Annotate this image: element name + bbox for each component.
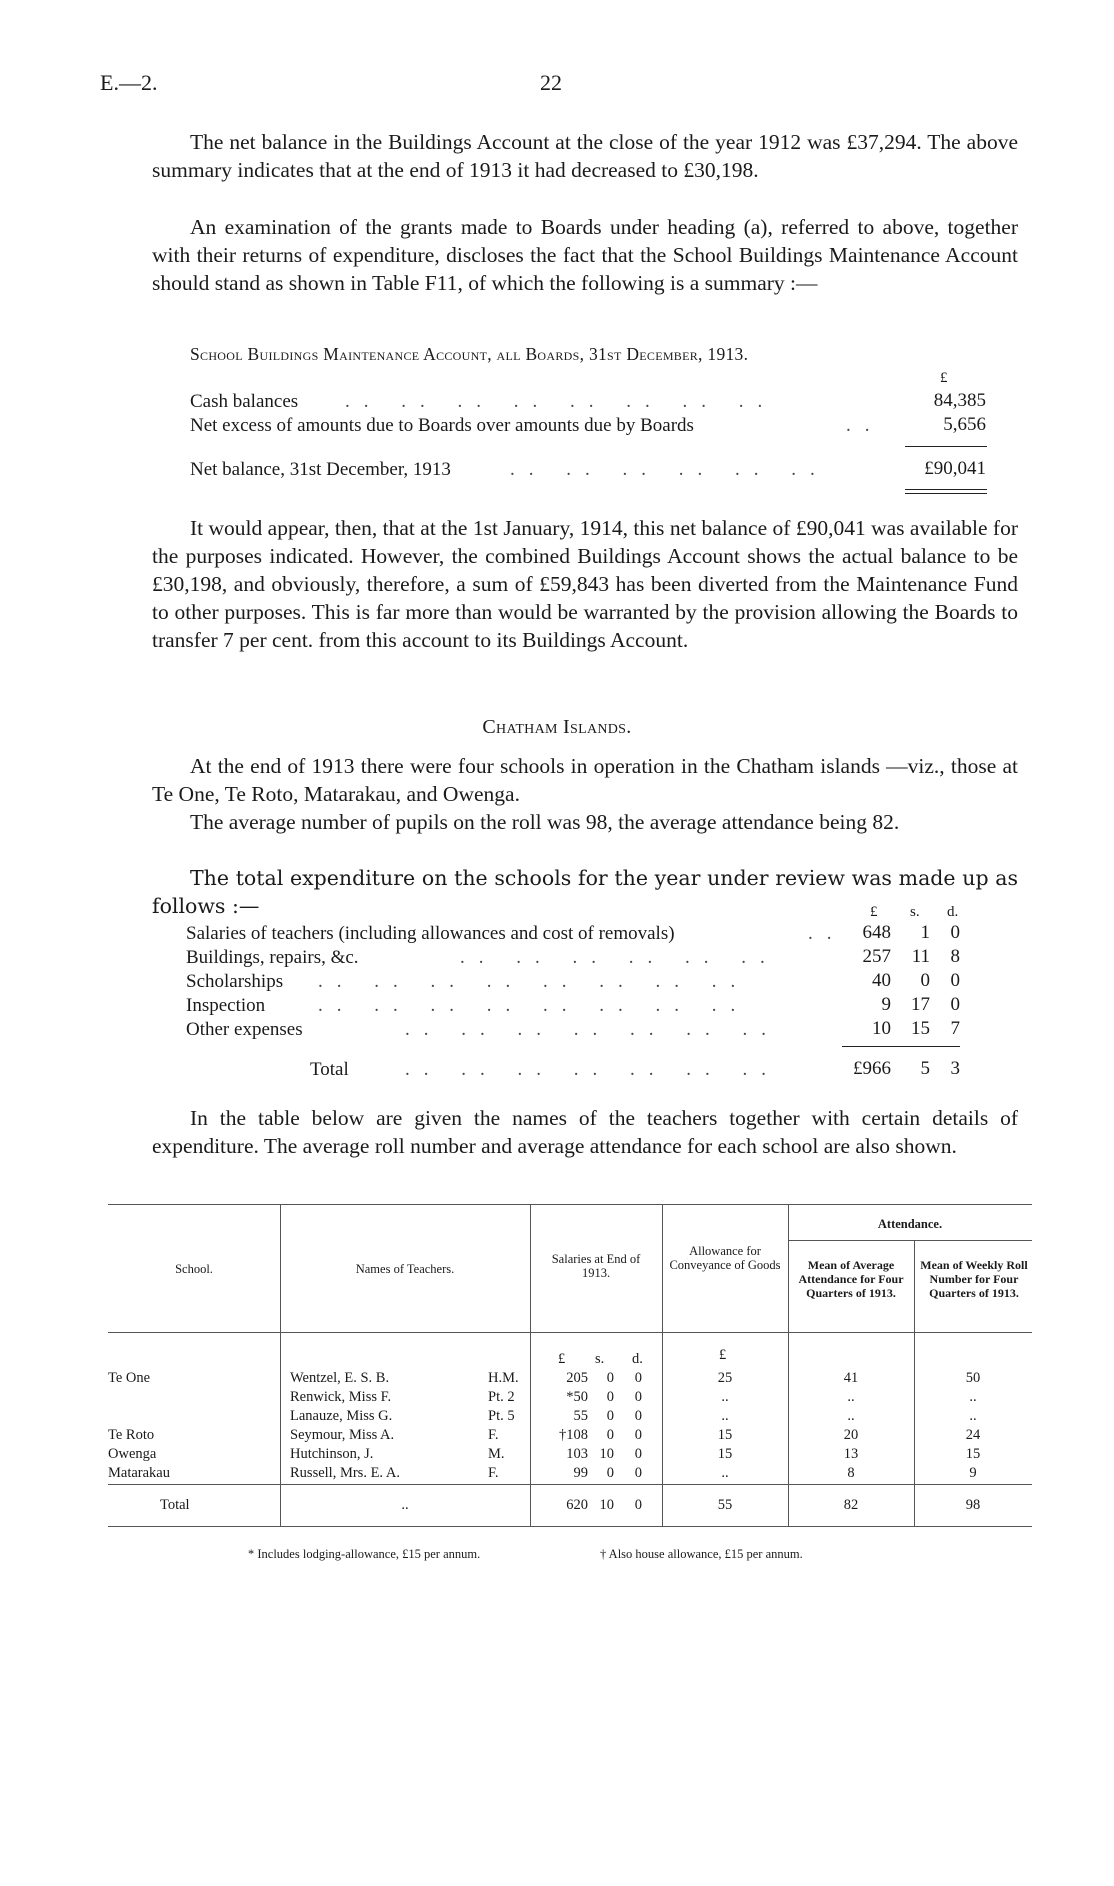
cell-roll: 15 (965, 1446, 981, 1462)
cell-allowance: 25 (717, 1370, 733, 1386)
cell-teacher: Russell, Mrs. E. A. (290, 1465, 400, 1481)
leader-dots: .. (846, 415, 884, 436)
cell-position: F. (488, 1465, 499, 1481)
paragraph-net-balance: It would appear, then, that at the 1st January, 1914, this net balance of £90,041 was available for the purposes indicated. However, the combined Buildings Account shows the actual balance to be £30,198, and obviously, therefore, a sum of £59,843 has been diverted from the Maintenance Fund to other purposes. This is far more than would be warranted by the provision allowing the Boards to transfer 7 per cent. from this account to its Buildings Account. (152, 516, 1018, 652)
column-divider (530, 1204, 531, 1526)
cell-school: Te Roto (108, 1427, 155, 1443)
header-salaries: Salaries at End of 1913. (551, 1252, 641, 1280)
unit-allowance: £ (719, 1347, 727, 1363)
leader-dots: .. .. .. .. .. .. .. (405, 1019, 780, 1040)
cell-roll: 9 (969, 1465, 977, 1481)
leader-dots: .. (808, 923, 846, 944)
expenditure-total-shillings: 5 (920, 1058, 930, 1079)
cell-shillings: 0 (606, 1465, 614, 1481)
cell-pounds: 620 (566, 1497, 588, 1513)
paragraph-expenditure-intro: The total expenditure on the schools for the year under review was made up as follows :— (152, 866, 1018, 918)
cell-pounds: 205 (566, 1370, 588, 1386)
expenditure-label: Other expenses (186, 1019, 303, 1040)
cell-pence: 0 (634, 1446, 642, 1462)
cell-pounds: 99 (573, 1465, 588, 1481)
cell-pounds: 55 (573, 1408, 588, 1424)
rule (905, 493, 987, 494)
cell-allowance: .. (721, 1408, 729, 1424)
expenditure-total-pence: 3 (950, 1058, 960, 1079)
cell-school: Owenga (108, 1446, 157, 1462)
header-mean-roll: Mean of Weekly Roll Number for Four Quarters of 1913. (920, 1258, 1028, 1300)
attendance-rule (788, 1240, 1032, 1241)
cell-teacher: Renwick, Miss F. (290, 1389, 392, 1405)
summary-row-value: 84,385 (933, 390, 986, 411)
cell-shillings: 0 (606, 1427, 614, 1443)
cell-pence: 0 (634, 1465, 642, 1481)
summary-currency: £ (940, 370, 948, 386)
cell-teacher: Seymour, Miss A. (290, 1427, 395, 1443)
cell-roll: 98 (965, 1497, 981, 1513)
cell-pounds: 103 (566, 1446, 588, 1462)
cell-roll: .. (969, 1408, 977, 1424)
cell-position: Pt. 2 (488, 1389, 515, 1405)
footnote-star: * Includes lodging-allowance, £15 per annum. (248, 1547, 481, 1561)
expenditure-pence: 0 (950, 922, 960, 943)
cell-pence: 0 (634, 1427, 642, 1443)
rule (905, 489, 987, 490)
expenditure-label: Buildings, repairs, &c. (186, 947, 359, 968)
unit-pounds: £ (558, 1351, 566, 1367)
summary-total-label: Net balance, 31st December, 1913 (190, 459, 451, 480)
table-total-rule (108, 1484, 1032, 1485)
summary-row-label: Net excess of amounts due to Boards over amounts due by Boards (190, 415, 694, 436)
cell-shillings: 0 (606, 1370, 614, 1386)
cell-pence: 0 (634, 1389, 642, 1405)
cell-school: Te One (108, 1370, 151, 1386)
cell-allowance: 55 (717, 1497, 733, 1513)
summary-title: School Buildings Maintenance Account, all Boards, 31st December, 1913. (190, 344, 749, 364)
paragraph-buildings-balance: The net balance in the Buildings Account at the close of the year 1912 was £37,294. The above summary indicates that at the end of 1913 it had decreased to £30,198. (152, 130, 1018, 182)
header-school: School. (175, 1262, 213, 1276)
cell-attendance: 20 (843, 1427, 859, 1443)
cell-position: M. (488, 1446, 505, 1462)
cell-roll: 50 (965, 1370, 981, 1386)
expenditure-total-pounds: £966 (853, 1058, 891, 1079)
cell-teacher: Hutchinson, J. (290, 1446, 374, 1462)
paragraph-average-pupils: The average number of pupils on the roll was 98, the average attendance being 82. (190, 810, 900, 834)
leader-dots: .. .. .. .. .. .. .. .. (318, 971, 750, 992)
column-divider (280, 1204, 281, 1526)
cell-pounds: *50 (566, 1389, 588, 1405)
cell-position: Pt. 5 (488, 1408, 515, 1424)
cell-pence: 0 (634, 1370, 642, 1386)
leader-dots: .. .. .. .. .. .. (460, 947, 779, 968)
summary-row-value: 5,656 (943, 414, 986, 435)
cell-attendance: 82 (843, 1497, 859, 1513)
table-header-rule (108, 1332, 1032, 1333)
expenditure-total-label: Total (310, 1059, 349, 1080)
summary-row-label: Cash balances (190, 391, 299, 412)
cell-allowance: 15 (717, 1446, 733, 1462)
expenditure-shillings: 11 (911, 946, 930, 967)
expenditure-shillings: 0 (920, 970, 930, 991)
cell-shillings: 10 (599, 1497, 614, 1513)
expenditure-pounds: 257 (862, 946, 891, 967)
page-number: 22 (540, 70, 562, 95)
expenditure-unit-shillings: s. (910, 904, 920, 920)
expenditure-label: Salaries of teachers (including allowances and cost of removals) (186, 923, 675, 944)
header-allowance: Allowance for Conveyance of Goods (669, 1244, 781, 1272)
cell-total-label: Total (160, 1497, 190, 1513)
expenditure-pounds: 10 (872, 1018, 891, 1039)
cell-teacher: .. (401, 1497, 409, 1513)
paragraph-table-intro: In the table below are given the names of the teachers together with certain details of expenditure. The average roll number and average attendance for each school are also shown. (152, 1106, 1018, 1158)
cell-shillings: 0 (606, 1408, 614, 1424)
paragraph-grants-examination: An examination of the grants made to Boards under heading (a), referred to above, together with their returns of expenditure, discloses the fact that the School Buildings Maintenance Account should stand as shown in Table F11, of which the following is a summary :— (152, 215, 1018, 295)
expenditure-unit-pounds: £ (870, 904, 878, 920)
unit-shillings: s. (595, 1351, 605, 1367)
table-top-rule (108, 1204, 1032, 1205)
cell-position: H.M. (488, 1370, 519, 1386)
expenditure-shillings: 15 (911, 1018, 930, 1039)
expenditure-pence: 0 (950, 970, 960, 991)
leader-dots: .. .. .. .. .. .. .. (405, 1059, 780, 1080)
expenditure-pounds: 9 (881, 994, 891, 1015)
expenditure-shillings: 1 (920, 922, 930, 943)
cell-allowance: 15 (717, 1427, 733, 1443)
header-mean-attendance: Mean of Average Attendance for Four Quarters of 1913. (798, 1258, 904, 1300)
cell-teacher: Wentzel, E. S. B. (290, 1370, 390, 1386)
footnote-dagger: † Also house allowance, £15 per annum. (600, 1547, 803, 1561)
leader-dots: .. .. .. .. .. .. .. .. (345, 391, 777, 412)
cell-school: Matarakau (108, 1465, 170, 1481)
expenditure-label: Scholarships (186, 971, 284, 992)
expenditure-unit-pence: d. (947, 904, 959, 920)
cell-pence: 0 (634, 1408, 642, 1424)
cell-attendance: 41 (843, 1370, 859, 1386)
document-reference: E.—2. (100, 70, 158, 95)
table-bottom-rule (108, 1526, 1032, 1527)
expenditure-pounds: 648 (862, 922, 891, 943)
cell-attendance: 8 (847, 1465, 855, 1481)
cell-pence: 0 (634, 1497, 642, 1513)
expenditure-pence: 8 (950, 946, 960, 967)
header-teachers: Names of Teachers. (355, 1262, 455, 1276)
cell-pounds: †108 (559, 1427, 588, 1443)
cell-shillings: 0 (606, 1389, 614, 1405)
paragraph-schools: At the end of 1913 there were four schools in operation in the Chatham islands —viz., those at Te One, Te Roto, Matarakau, and Owenga. (152, 754, 1018, 806)
cell-attendance: .. (847, 1389, 855, 1405)
expenditure-pence: 0 (950, 994, 960, 1015)
cell-roll: .. (969, 1389, 977, 1405)
cell-teacher: Lanauze, Miss G. (290, 1408, 393, 1424)
cell-shillings: 10 (599, 1446, 614, 1462)
expenditure-shillings: 17 (911, 994, 930, 1015)
leader-dots: .. .. .. .. .. .. (510, 459, 829, 480)
rule (842, 1046, 960, 1047)
cell-attendance: 13 (843, 1446, 859, 1462)
expenditure-pence: 7 (950, 1018, 960, 1039)
section-title: Chatham Islands. (482, 716, 632, 738)
expenditure-pounds: 40 (872, 970, 891, 991)
cell-allowance: .. (721, 1465, 729, 1481)
cell-attendance: .. (847, 1408, 855, 1424)
summary-total-value: £90,041 (924, 458, 986, 479)
header-attendance: Attendance. (877, 1217, 943, 1231)
rule (905, 446, 987, 447)
cell-roll: 24 (965, 1427, 981, 1443)
cell-allowance: .. (721, 1389, 729, 1405)
leader-dots: .. .. .. .. .. .. .. .. (318, 995, 750, 1016)
cell-position: F. (488, 1427, 499, 1443)
expenditure-label: Inspection (186, 995, 266, 1016)
unit-pence: d. (632, 1351, 643, 1367)
